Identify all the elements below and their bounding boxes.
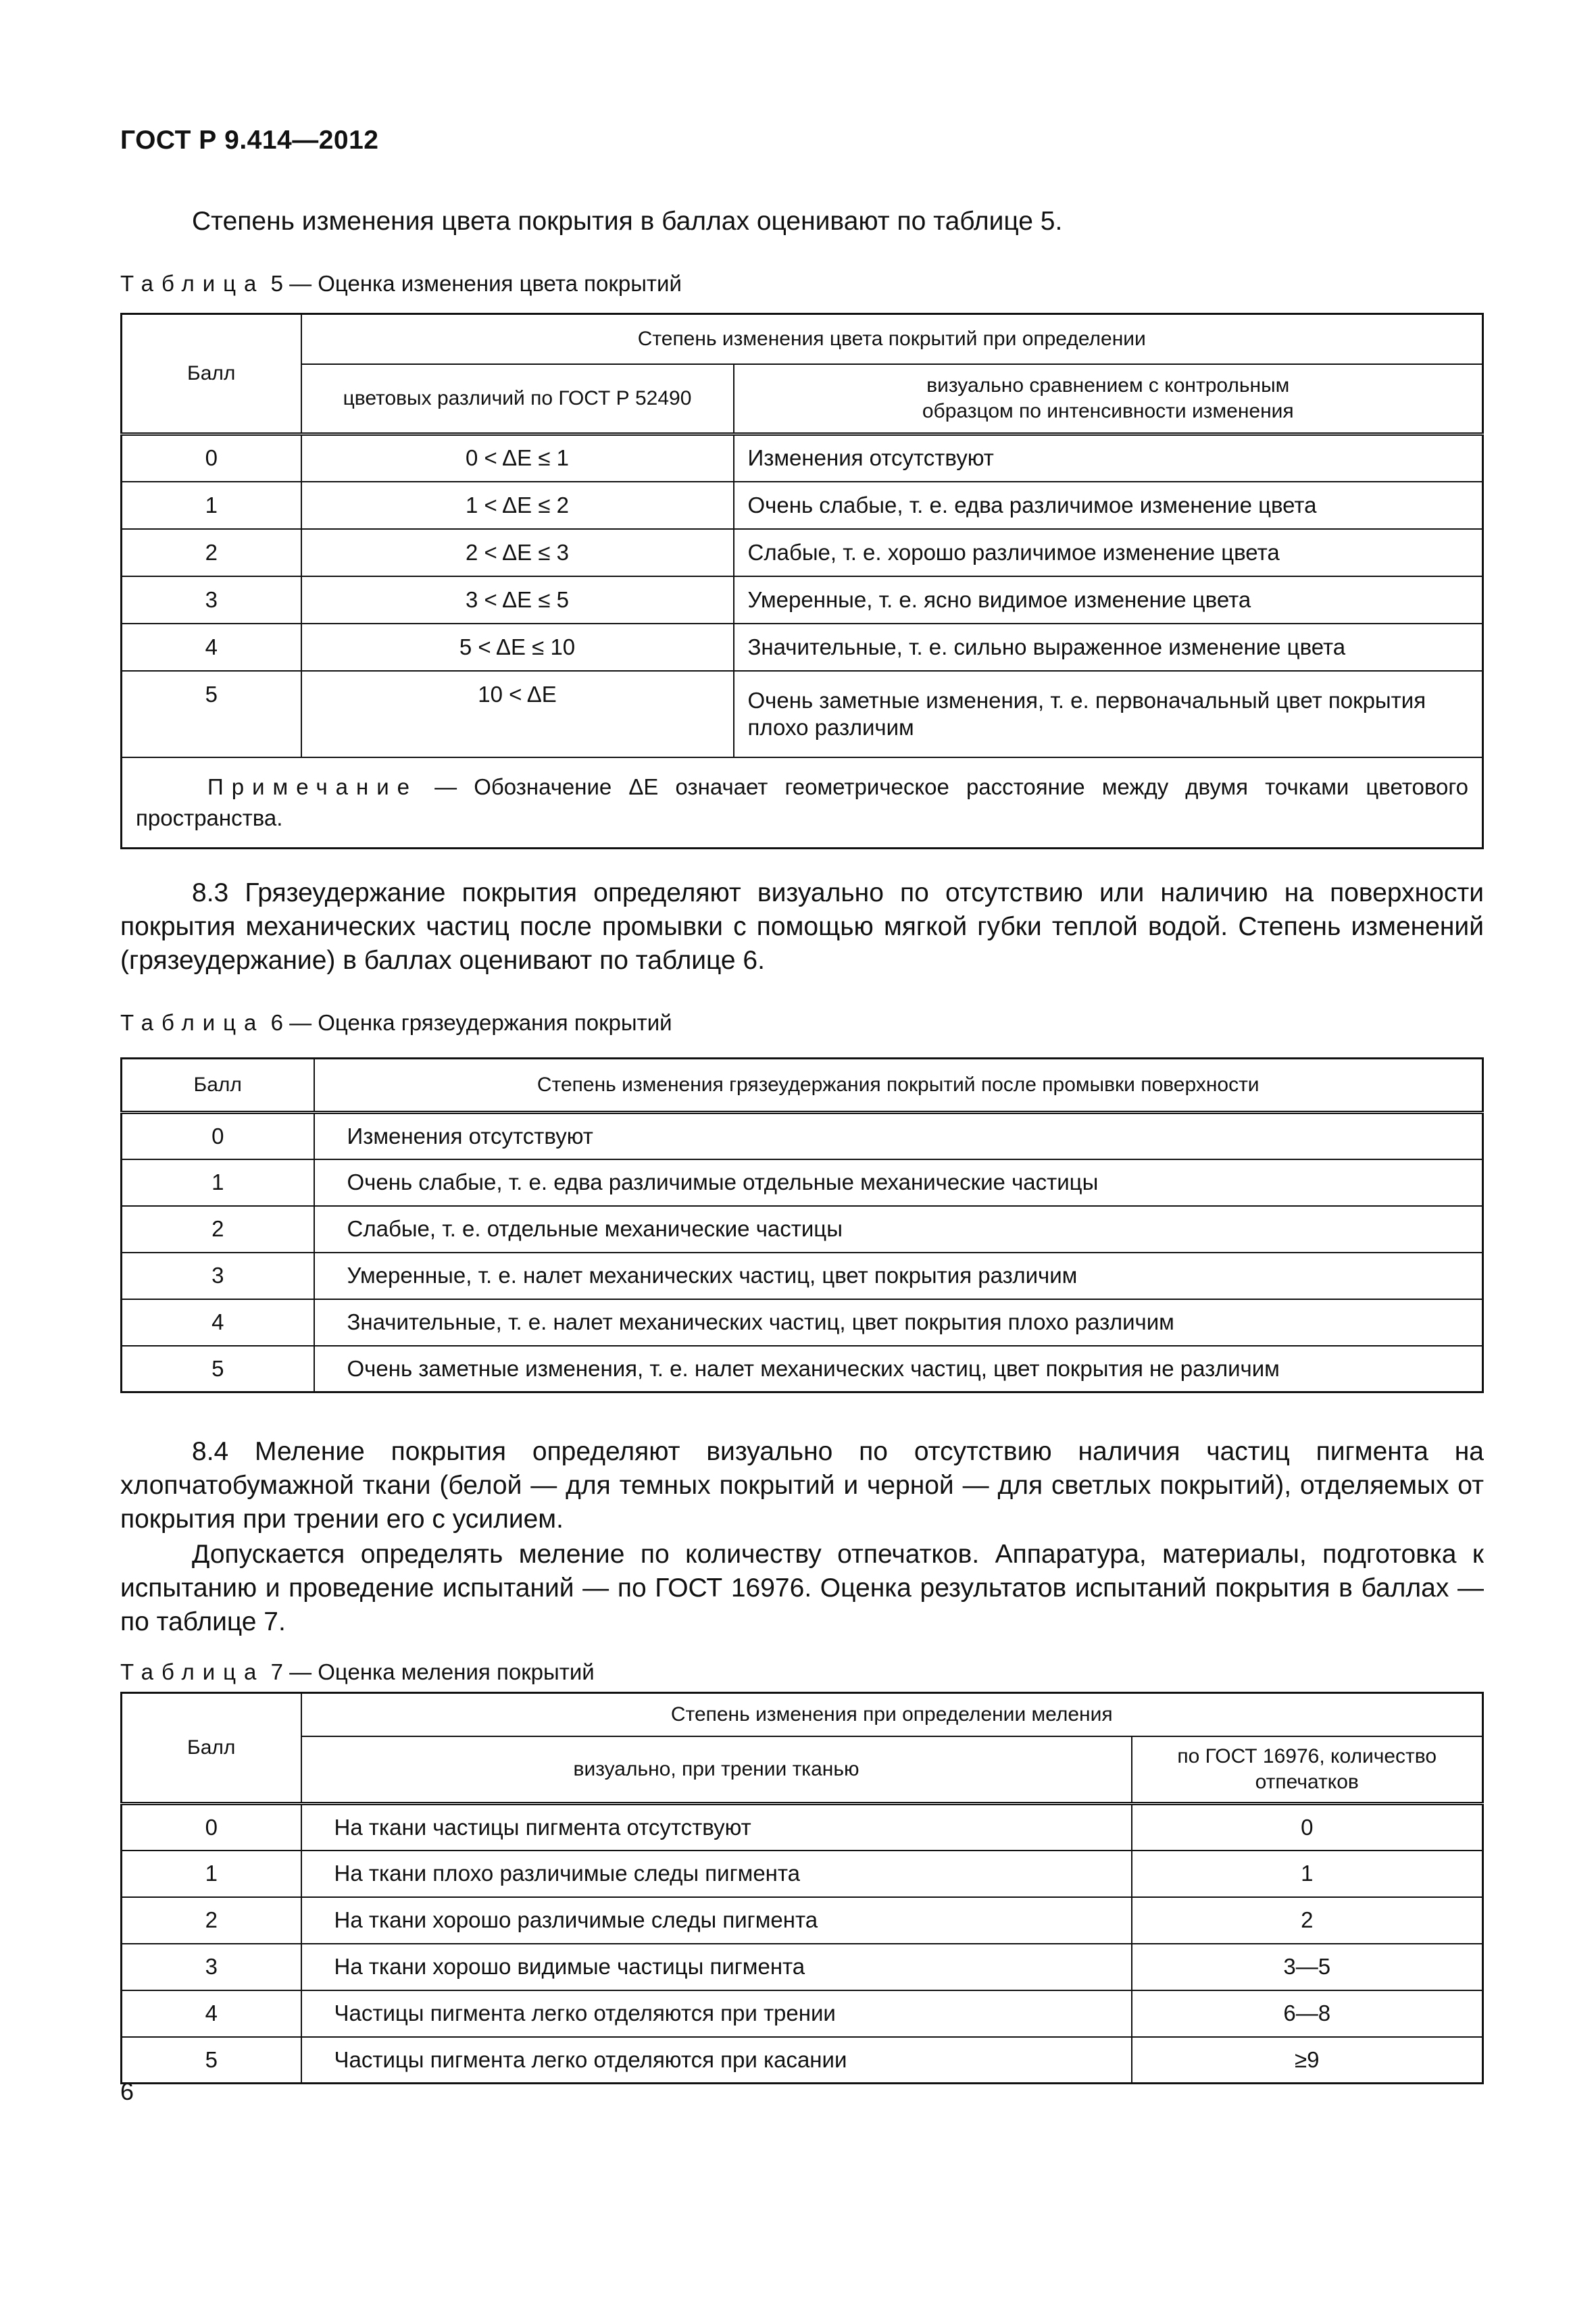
- table5: [120, 313, 1484, 849]
- table5-cell-ball: 2: [122, 529, 301, 576]
- table7-cell-ball: 0: [122, 1804, 301, 1851]
- table7-col-a: визуально, при трении тканью: [301, 1736, 1132, 1804]
- table5-cell-delta: 1 < ΔE ≤ 2: [301, 482, 734, 529]
- table6-caption-num: 6: [270, 1010, 283, 1035]
- table5-cell-ball: 4: [122, 624, 301, 671]
- table5-note-text: — Обозначение ΔE означает геометрическое расстояние между двумя точками цветового пространства.: [136, 774, 1469, 830]
- table6-caption-text: — Оценка грязеудержания покрытий: [289, 1010, 672, 1035]
- table-row: [122, 1897, 1483, 1944]
- table5-cell-visual: Слабые, т. е. хорошо различимое изменение цвета: [734, 529, 1483, 576]
- table5-cell-delta: 2 < ΔE ≤ 3: [301, 529, 734, 576]
- table-row: [122, 1804, 1483, 1851]
- table7-cell-count: ≥9: [1132, 2037, 1483, 2084]
- table6-cell-desc: Значительные, т. е. налет механических частиц, цвет покрытия плохо различим: [314, 1299, 1483, 1346]
- table5-cell-ball: 3: [122, 576, 301, 624]
- table5-cell-delta: 10 < ΔE: [301, 671, 734, 757]
- table6-col-ball: Балл: [122, 1059, 314, 1113]
- table7-cell-count: 2: [1132, 1897, 1483, 1944]
- table5-col-group: Степень изменения цвета покрытий при определении: [301, 314, 1483, 364]
- table6-col-desc: Степень изменения грязеудержания покрытий после промывки поверхности: [314, 1059, 1483, 1113]
- table-row: [122, 482, 1483, 529]
- table7-col-ball: Балл: [122, 1693, 301, 1804]
- table-row: [122, 1206, 1483, 1253]
- table6-cell-desc: Очень заметные изменения, т. е. налет механических частиц, цвет покрытия не различим: [314, 1346, 1483, 1392]
- table6-cell-ball: 2: [122, 1206, 314, 1253]
- table7-cell-count: 0: [1132, 1804, 1483, 1851]
- table6-cell-ball: 5: [122, 1346, 314, 1392]
- table5-caption-prefix: Таблица: [120, 271, 265, 296]
- table7-caption-num: 7: [270, 1659, 283, 1684]
- table7-cell-ball: 5: [122, 2037, 301, 2084]
- table6-caption: [120, 1009, 672, 1036]
- table5-cell-delta: 3 < ΔE ≤ 5: [301, 576, 734, 624]
- page-number: 6: [120, 2078, 134, 2105]
- table6-cell-ball: 0: [122, 1113, 314, 1159]
- table7-cell-ball: 1: [122, 1851, 301, 1897]
- table5-cell-delta: 0 < ΔE ≤ 1: [301, 434, 734, 482]
- table5-cell-delta: 5 < ΔE ≤ 10: [301, 624, 734, 671]
- table5-cell-ball: 0: [122, 434, 301, 482]
- table6-cell-desc: Слабые, т. е. отдельные механические частицы: [314, 1206, 1483, 1253]
- table-row: [122, 1851, 1483, 1897]
- table6-caption-prefix: Таблица: [120, 1010, 265, 1035]
- table-row: [122, 1299, 1483, 1346]
- table5-col-ball: Балл: [122, 314, 301, 434]
- table-row: [122, 1159, 1483, 1206]
- table5-cell-ball: 5: [122, 671, 301, 757]
- table5-caption-text: — Оценка изменения цвета покрытий: [289, 271, 682, 296]
- table-row: [122, 1253, 1483, 1299]
- table-row: [122, 434, 1483, 482]
- table7-cell-count: 6—8: [1132, 1990, 1483, 2037]
- table6-cell-desc: Очень слабые, т. е. едва различимые отдельные механические частицы: [314, 1159, 1483, 1206]
- table5-caption: [120, 270, 682, 297]
- intro-paragraph: Степень изменения цвета покрытия в баллах оценивают по таблице 5.: [192, 207, 1063, 236]
- table6-cell-desc: Умеренные, т. е. налет механических частиц, цвет покрытия различим: [314, 1253, 1483, 1299]
- table7-cell-visual: Частицы пигмента легко отделяются при трении: [301, 1990, 1132, 2037]
- table7-caption: [120, 1659, 595, 1686]
- table7-cell-visual: Частицы пигмента легко отделяются при касании: [301, 2037, 1132, 2084]
- table5-col-b: визуально сравнением с контрольным образцом по интенсивности изменения: [734, 364, 1483, 434]
- document-header: ГОСТ Р 9.414—2012: [120, 126, 379, 155]
- table5-cell-visual: Очень слабые, т. е. едва различимое изменение цвета: [734, 482, 1483, 529]
- table-row: [122, 1990, 1483, 2037]
- table-row: [122, 624, 1483, 671]
- table-row: [122, 2037, 1483, 2084]
- table-row: [122, 529, 1483, 576]
- table-row: [122, 1346, 1483, 1392]
- table7: [120, 1692, 1484, 2084]
- table7-col-group: Степень изменения при определении меления: [301, 1693, 1483, 1736]
- table7-cell-count: 3—5: [1132, 1944, 1483, 1990]
- table5-col-a: цветовых различий по ГОСТ Р 52490: [301, 364, 734, 434]
- table5-cell-ball: 1: [122, 482, 301, 529]
- table7-cell-visual: На ткани плохо различимые следы пигмента: [301, 1851, 1132, 1897]
- table7-caption-text: — Оценка меления покрытий: [289, 1659, 595, 1684]
- table7-cell-visual: На ткани хорошо видимые частицы пигмента: [301, 1944, 1132, 1990]
- table6-cell-desc: Изменения отсутствуют: [314, 1113, 1483, 1159]
- table5-cell-visual: Значительные, т. е. сильно выраженное изменение цвета: [734, 624, 1483, 671]
- table6: [120, 1057, 1484, 1393]
- table5-body: [122, 434, 1483, 757]
- table7-body: [122, 1804, 1483, 2084]
- table5-note-label: Примечание: [207, 774, 418, 799]
- table5-caption-num: 5: [270, 271, 283, 296]
- table5-cell-visual: Изменения отсутствуют: [734, 434, 1483, 482]
- section-8-3: 8.3 Грязеудержание покрытия определяют визуально по отсутствию или наличию на поверхности покрытия механических частиц после промывки с помощью мягкой губки теплой водой. Степень изменений (грязеудержание) в баллах оценивают по таблице 6.: [120, 878, 1484, 975]
- section-8-4: 8.4 Меление покрытия определяют визуально по отсутствию наличия частиц пигмента на хлопчатобумажной ткани (белой — для темных покрытий и черной — для светлых покрытий), отделяемых от покрытия при трении его с усилием.: [120, 1437, 1484, 1534]
- table7-col-b: по ГОСТ 16976, количество отпечатков: [1132, 1736, 1483, 1804]
- table7-cell-ball: 2: [122, 1897, 301, 1944]
- table6-body: [122, 1113, 1483, 1392]
- table7-cell-ball: 4: [122, 1990, 301, 2037]
- table-row: [122, 1944, 1483, 1990]
- table5-cell-visual: Очень заметные изменения, т. е. первоначальный цвет покрытия плохо различим: [734, 671, 1483, 757]
- table7-cell-visual: На ткани хорошо различимые следы пигмента: [301, 1897, 1132, 1944]
- table-row: [122, 1113, 1483, 1159]
- table6-cell-ball: 4: [122, 1299, 314, 1346]
- table6-cell-ball: 3: [122, 1253, 314, 1299]
- table-row: [122, 576, 1483, 624]
- table-row: [122, 671, 1483, 757]
- section-8-4-continued: Допускается определять меление по количеству отпечатков. Аппаратура, материалы, подготовка к испытанию и проведение испытаний — по ГОСТ 16976. Оценка результатов испытаний покрытия в баллах — по таблице 7.: [120, 1540, 1484, 1636]
- table5-cell-visual: Умеренные, т. е. ясно видимое изменение цвета: [734, 576, 1483, 624]
- table5-note: [122, 757, 1483, 849]
- table7-cell-ball: 3: [122, 1944, 301, 1990]
- table6-cell-ball: 1: [122, 1159, 314, 1206]
- table7-caption-prefix: Таблица: [120, 1659, 265, 1684]
- table7-cell-count: 1: [1132, 1851, 1483, 1897]
- table7-cell-visual: На ткани частицы пигмента отсутствуют: [301, 1804, 1132, 1851]
